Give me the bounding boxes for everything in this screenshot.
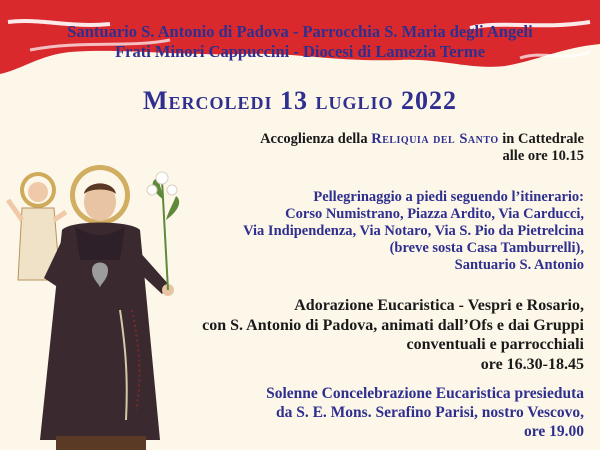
adoration-time: ore 16.30-18.45 [480, 355, 584, 373]
reception-line [260, 131, 584, 148]
event-date: Mercoledi 13 luglio 2022 [142, 86, 458, 115]
saint-anthony-statue-icon [0, 160, 200, 450]
reception-time: alle ore 10.15 [502, 148, 584, 164]
pilgrimage-line: Santuario S. Antonio [454, 257, 584, 273]
mass-line: Solenne Concelebrazione Eucaristica presieduta [266, 385, 584, 402]
adoration-line: conventuali e parrocchiali [406, 336, 584, 353]
pilgrimage-block [243, 189, 584, 274]
pilgrimage-line: Via Indipendenza, Via Notaro, Via S. Pio da Pietrelcina [243, 223, 584, 239]
reception-suffix: in Cattedrale [498, 131, 584, 147]
relic-highlight: Reliquia del Santo [371, 131, 499, 147]
reception-prefix: Accoglienza della [260, 131, 372, 147]
adoration-line: con S. Antonio di Padova, animati dall’Ofs e dai Gruppi [202, 316, 584, 334]
pilgrimage-line: Pellegrinaggio a piedi seguendo l’itinerario: [313, 189, 584, 205]
reception-block [260, 131, 584, 165]
pilgrimage-line: Corso Numistrano, Piazza Ardito, Via Carducci, [285, 206, 584, 222]
header-line-1: Santuario S. Antonio di Padova - Parrocchia S. Maria degli Angeli [67, 22, 533, 41]
mass-block [266, 384, 584, 441]
mass-line: da S. E. Mons. Serafino Parisi, nostro Vescovo, [275, 404, 584, 421]
pilgrimage-line: (breve sosta Casa Tamburrelli), [389, 240, 584, 256]
adoration-line: Adorazione Eucaristica - Vespri e Rosario, [294, 297, 584, 314]
adoration-block [202, 296, 584, 374]
header-line-2: Frati Minori Cappuccini - Diocesi di Lamezia Terme [115, 42, 485, 61]
mass-time: ore 19.00 [524, 423, 584, 440]
